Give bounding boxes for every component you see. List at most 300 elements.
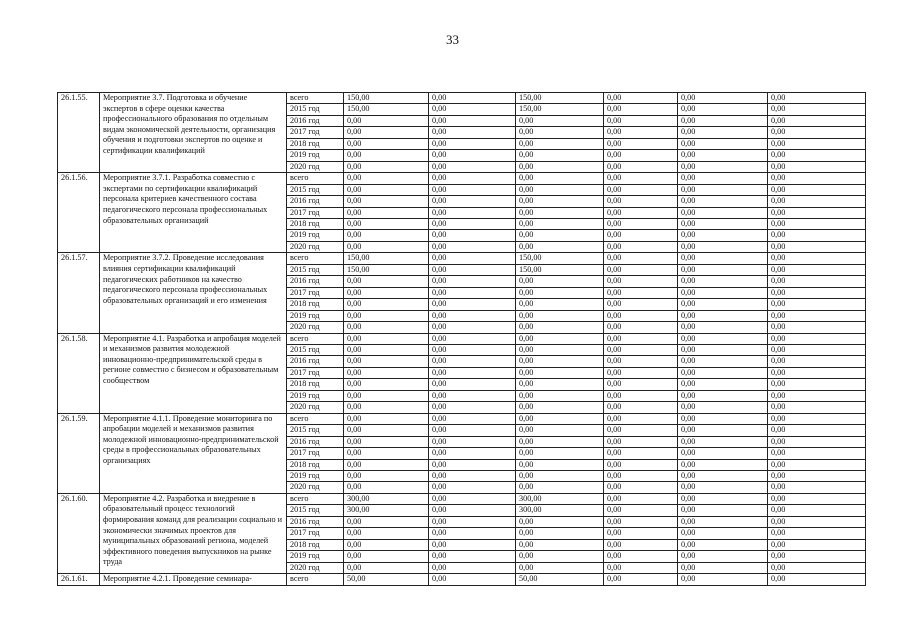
value-cell: 0,00: [768, 539, 866, 550]
year-cell: 2018 год: [287, 218, 344, 229]
value-cell: 0,00: [344, 150, 429, 161]
value-cell: 0,00: [429, 482, 516, 493]
measure-name: Мероприятие 4.2.1. Проведение семинара-: [100, 574, 287, 586]
table-row: [58, 173, 866, 184]
value-cell: 50,00: [516, 574, 604, 586]
value-cell: 0,00: [604, 230, 678, 241]
year-cell: 2018 год: [287, 539, 344, 550]
year-cell: 2016 год: [287, 516, 344, 527]
value-cell: 0,00: [516, 379, 604, 390]
year-cell: 2015 год: [287, 505, 344, 516]
value-cell: 50,00: [344, 574, 429, 586]
value-cell: 0,00: [768, 413, 866, 424]
year-cell: 2017 год: [287, 448, 344, 459]
value-cell: 0,00: [429, 207, 516, 218]
value-cell: 0,00: [429, 448, 516, 459]
year-cell: 2017 год: [287, 127, 344, 138]
value-cell: 0,00: [429, 528, 516, 539]
value-cell: 0,00: [678, 230, 768, 241]
year-cell: 2019 год: [287, 230, 344, 241]
value-cell: 0,00: [604, 173, 678, 184]
value-cell: 0,00: [516, 425, 604, 436]
year-cell: 2019 год: [287, 310, 344, 321]
value-cell: 0,00: [429, 551, 516, 562]
value-cell: 0,00: [344, 322, 429, 333]
value-cell: 0,00: [678, 516, 768, 527]
value-cell: 0,00: [768, 93, 866, 104]
year-cell: 2015 год: [287, 264, 344, 275]
value-cell: 0,00: [678, 322, 768, 333]
value-cell: 0,00: [678, 161, 768, 172]
value-cell: 0,00: [678, 379, 768, 390]
value-cell: 0,00: [516, 115, 604, 126]
year-cell: 2015 год: [287, 344, 344, 355]
value-cell: 0,00: [429, 333, 516, 344]
value-cell: 0,00: [604, 218, 678, 229]
value-cell: 0,00: [604, 104, 678, 115]
year-cell: 2015 год: [287, 184, 344, 195]
value-cell: 0,00: [768, 344, 866, 355]
value-cell: 0,00: [429, 379, 516, 390]
value-cell: 0,00: [516, 470, 604, 481]
value-cell: 0,00: [768, 264, 866, 275]
value-cell: 0,00: [604, 196, 678, 207]
value-cell: 0,00: [344, 413, 429, 424]
value-cell: 0,00: [344, 425, 429, 436]
measure-name: Мероприятие 3.7.1. Разработка совместно с экспертами по сертификации квалификаций персонала критериев качественного состава педагогического персонала профессиональных образовательных организаций: [100, 173, 287, 253]
value-cell: 0,00: [768, 207, 866, 218]
value-cell: 0,00: [768, 322, 866, 333]
value-cell: 0,00: [516, 150, 604, 161]
value-cell: 0,00: [604, 379, 678, 390]
budget-table-body: [58, 93, 866, 586]
value-cell: 0,00: [604, 93, 678, 104]
value-cell: 0,00: [678, 402, 768, 413]
value-cell: 0,00: [604, 264, 678, 275]
value-cell: 0,00: [516, 127, 604, 138]
year-cell: 2020 год: [287, 402, 344, 413]
measure-name: Мероприятие 3.7. Подготовка и обучение экспертов в сфере оценки качества профессионального образования по отдельным видам экономической деятельности, организация обучения и подготовки экспертов по оценке и сертификации квалификаций: [100, 93, 287, 173]
value-cell: 0,00: [678, 539, 768, 550]
table-row: [58, 93, 866, 104]
value-cell: 0,00: [604, 402, 678, 413]
value-cell: 0,00: [604, 528, 678, 539]
value-cell: 0,00: [429, 459, 516, 470]
value-cell: 0,00: [344, 436, 429, 447]
value-cell: 0,00: [429, 241, 516, 252]
year-cell: 2018 год: [287, 138, 344, 149]
value-cell: 0,00: [516, 413, 604, 424]
value-cell: 300,00: [516, 493, 604, 504]
value-cell: 0,00: [678, 196, 768, 207]
table-row: [58, 574, 866, 586]
value-cell: 0,00: [429, 150, 516, 161]
value-cell: 0,00: [678, 218, 768, 229]
value-cell: 0,00: [516, 322, 604, 333]
value-cell: 0,00: [768, 310, 866, 321]
table-row: [58, 333, 866, 344]
value-cell: 0,00: [344, 344, 429, 355]
value-cell: 0,00: [678, 356, 768, 367]
year-cell: всего: [287, 93, 344, 104]
value-cell: 0,00: [678, 459, 768, 470]
value-cell: 0,00: [344, 241, 429, 252]
value-cell: 0,00: [429, 287, 516, 298]
value-cell: 0,00: [604, 299, 678, 310]
value-cell: 0,00: [429, 322, 516, 333]
value-cell: 0,00: [516, 436, 604, 447]
value-cell: 0,00: [429, 299, 516, 310]
value-cell: 0,00: [429, 196, 516, 207]
value-cell: 0,00: [604, 150, 678, 161]
value-cell: 0,00: [678, 425, 768, 436]
value-cell: 0,00: [429, 138, 516, 149]
value-cell: 0,00: [768, 333, 866, 344]
value-cell: 0,00: [678, 528, 768, 539]
value-cell: 0,00: [604, 241, 678, 252]
value-cell: 0,00: [678, 562, 768, 573]
value-cell: 0,00: [604, 482, 678, 493]
value-cell: 0,00: [768, 425, 866, 436]
value-cell: 0,00: [429, 574, 516, 586]
value-cell: 0,00: [604, 448, 678, 459]
value-cell: 0,00: [344, 367, 429, 378]
value-cell: 0,00: [678, 184, 768, 195]
value-cell: 150,00: [516, 253, 604, 264]
year-cell: 2020 год: [287, 161, 344, 172]
value-cell: 0,00: [344, 287, 429, 298]
value-cell: 0,00: [516, 482, 604, 493]
value-cell: 0,00: [678, 287, 768, 298]
value-cell: 0,00: [516, 138, 604, 149]
value-cell: 0,00: [768, 299, 866, 310]
value-cell: 0,00: [516, 344, 604, 355]
year-cell: 2015 год: [287, 425, 344, 436]
value-cell: 0,00: [604, 436, 678, 447]
year-cell: 2016 год: [287, 276, 344, 287]
measure-code: 26.1.57.: [58, 253, 100, 333]
value-cell: 0,00: [604, 470, 678, 481]
value-cell: 0,00: [429, 93, 516, 104]
measure-code: 26.1.55.: [58, 93, 100, 173]
value-cell: 0,00: [768, 230, 866, 241]
value-cell: 0,00: [768, 470, 866, 481]
value-cell: 0,00: [604, 413, 678, 424]
year-cell: всего: [287, 493, 344, 504]
value-cell: 0,00: [429, 184, 516, 195]
value-cell: 0,00: [604, 207, 678, 218]
value-cell: 0,00: [678, 551, 768, 562]
table-row: [58, 253, 866, 264]
value-cell: 0,00: [604, 562, 678, 573]
value-cell: 0,00: [516, 173, 604, 184]
value-cell: 0,00: [768, 516, 866, 527]
value-cell: 0,00: [344, 184, 429, 195]
value-cell: 0,00: [516, 299, 604, 310]
year-cell: 2015 год: [287, 104, 344, 115]
value-cell: 0,00: [516, 562, 604, 573]
value-cell: 300,00: [344, 505, 429, 516]
value-cell: 0,00: [768, 218, 866, 229]
value-cell: 0,00: [678, 207, 768, 218]
value-cell: 0,00: [604, 493, 678, 504]
value-cell: 0,00: [344, 196, 429, 207]
value-cell: 0,00: [604, 367, 678, 378]
value-cell: 0,00: [344, 528, 429, 539]
value-cell: 0,00: [344, 482, 429, 493]
value-cell: 0,00: [429, 115, 516, 126]
value-cell: 0,00: [604, 184, 678, 195]
value-cell: 0,00: [516, 551, 604, 562]
value-cell: 0,00: [429, 356, 516, 367]
value-cell: 0,00: [678, 241, 768, 252]
value-cell: 0,00: [429, 104, 516, 115]
value-cell: 0,00: [678, 138, 768, 149]
value-cell: 0,00: [768, 196, 866, 207]
value-cell: 0,00: [344, 115, 429, 126]
table-row: [58, 413, 866, 424]
value-cell: 0,00: [604, 516, 678, 527]
value-cell: 0,00: [344, 402, 429, 413]
value-cell: 0,00: [429, 562, 516, 573]
value-cell: 300,00: [344, 493, 429, 504]
value-cell: 0,00: [516, 218, 604, 229]
year-cell: 2018 год: [287, 379, 344, 390]
value-cell: 150,00: [344, 104, 429, 115]
value-cell: 0,00: [429, 264, 516, 275]
value-cell: 0,00: [768, 493, 866, 504]
value-cell: 0,00: [516, 230, 604, 241]
value-cell: 0,00: [768, 150, 866, 161]
value-cell: 0,00: [768, 276, 866, 287]
value-cell: 0,00: [678, 276, 768, 287]
value-cell: 0,00: [678, 367, 768, 378]
value-cell: 0,00: [604, 115, 678, 126]
value-cell: 0,00: [429, 161, 516, 172]
value-cell: 0,00: [604, 425, 678, 436]
value-cell: 0,00: [678, 390, 768, 401]
value-cell: 0,00: [429, 218, 516, 229]
value-cell: 0,00: [604, 138, 678, 149]
value-cell: 0,00: [344, 551, 429, 562]
year-cell: 2016 год: [287, 196, 344, 207]
value-cell: 0,00: [768, 459, 866, 470]
value-cell: 0,00: [516, 448, 604, 459]
value-cell: 0,00: [344, 218, 429, 229]
value-cell: 0,00: [768, 482, 866, 493]
value-cell: 0,00: [344, 470, 429, 481]
year-cell: 2018 год: [287, 459, 344, 470]
value-cell: 0,00: [768, 356, 866, 367]
value-cell: 0,00: [344, 138, 429, 149]
value-cell: 0,00: [678, 173, 768, 184]
value-cell: 0,00: [516, 310, 604, 321]
value-cell: 0,00: [604, 390, 678, 401]
measure-name: Мероприятие 4.1. Разработка и апробация моделей и механизмов развития молодежной инновационно-предпринимательской среды в регионе совместно с бизнесом и образовательным сообществом: [100, 333, 287, 413]
year-cell: 2017 год: [287, 528, 344, 539]
value-cell: 0,00: [604, 276, 678, 287]
value-cell: 0,00: [678, 574, 768, 586]
measure-code: 26.1.61.: [58, 574, 100, 586]
value-cell: 0,00: [344, 230, 429, 241]
value-cell: 0,00: [768, 241, 866, 252]
value-cell: 0,00: [429, 173, 516, 184]
year-cell: 2020 год: [287, 482, 344, 493]
value-cell: 0,00: [678, 115, 768, 126]
measure-code: 26.1.58.: [58, 333, 100, 413]
value-cell: 0,00: [344, 379, 429, 390]
value-cell: 0,00: [429, 367, 516, 378]
value-cell: 0,00: [768, 574, 866, 586]
value-cell: 0,00: [768, 390, 866, 401]
measure-code: 26.1.56.: [58, 173, 100, 253]
year-cell: 2019 год: [287, 470, 344, 481]
value-cell: 0,00: [344, 173, 429, 184]
value-cell: 0,00: [516, 287, 604, 298]
year-cell: 2019 год: [287, 150, 344, 161]
value-cell: 0,00: [344, 539, 429, 550]
year-cell: 2016 год: [287, 115, 344, 126]
value-cell: 0,00: [768, 505, 866, 516]
value-cell: 0,00: [678, 333, 768, 344]
value-cell: 0,00: [678, 344, 768, 355]
measure-code: 26.1.60.: [58, 493, 100, 573]
value-cell: 150,00: [516, 264, 604, 275]
value-cell: 0,00: [604, 333, 678, 344]
value-cell: 0,00: [768, 115, 866, 126]
value-cell: 0,00: [516, 390, 604, 401]
value-cell: 0,00: [678, 470, 768, 481]
value-cell: 0,00: [768, 161, 866, 172]
value-cell: 0,00: [768, 184, 866, 195]
value-cell: 0,00: [344, 516, 429, 527]
value-cell: 0,00: [429, 253, 516, 264]
value-cell: 0,00: [344, 161, 429, 172]
value-cell: 0,00: [344, 276, 429, 287]
value-cell: 0,00: [768, 138, 866, 149]
value-cell: 0,00: [516, 539, 604, 550]
value-cell: 0,00: [429, 425, 516, 436]
value-cell: 0,00: [344, 299, 429, 310]
value-cell: 0,00: [604, 127, 678, 138]
value-cell: 0,00: [429, 539, 516, 550]
measure-name: Мероприятие 4.1.1. Проведение мониторинга по апробации моделей и механизмов развития молодежной инновационно-предпринимательской среды в профессиональных образовательных организациях: [100, 413, 287, 493]
year-cell: всего: [287, 333, 344, 344]
value-cell: 0,00: [429, 276, 516, 287]
value-cell: 0,00: [678, 104, 768, 115]
measure-code: 26.1.59.: [58, 413, 100, 493]
value-cell: 0,00: [429, 505, 516, 516]
value-cell: 0,00: [768, 367, 866, 378]
year-cell: всего: [287, 253, 344, 264]
value-cell: 0,00: [768, 551, 866, 562]
value-cell: 0,00: [344, 448, 429, 459]
value-cell: 0,00: [604, 459, 678, 470]
value-cell: 0,00: [429, 436, 516, 447]
value-cell: 150,00: [516, 104, 604, 115]
year-cell: 2016 год: [287, 356, 344, 367]
value-cell: 0,00: [429, 230, 516, 241]
measure-name: Мероприятие 4.2. Разработка и внедрение в образовательный процесс технологий формирования команд для реализации социально и экономически значимых проектов для муниципальных образований региона, моделей эффективного поведения выпускников на рынке труда: [100, 493, 287, 573]
year-cell: всего: [287, 413, 344, 424]
value-cell: 0,00: [344, 562, 429, 573]
value-cell: 300,00: [516, 505, 604, 516]
value-cell: 150,00: [516, 93, 604, 104]
year-cell: 2020 год: [287, 241, 344, 252]
value-cell: 0,00: [429, 402, 516, 413]
value-cell: 0,00: [344, 127, 429, 138]
value-cell: 0,00: [768, 287, 866, 298]
value-cell: 0,00: [604, 551, 678, 562]
value-cell: 0,00: [604, 356, 678, 367]
value-cell: 0,00: [678, 310, 768, 321]
value-cell: 0,00: [768, 402, 866, 413]
value-cell: 0,00: [516, 196, 604, 207]
value-cell: 150,00: [344, 93, 429, 104]
value-cell: 0,00: [516, 161, 604, 172]
value-cell: 0,00: [344, 390, 429, 401]
value-cell: 0,00: [516, 402, 604, 413]
value-cell: 0,00: [604, 505, 678, 516]
value-cell: 0,00: [604, 310, 678, 321]
value-cell: 0,00: [516, 241, 604, 252]
value-cell: 0,00: [516, 276, 604, 287]
value-cell: 0,00: [429, 470, 516, 481]
value-cell: 0,00: [516, 356, 604, 367]
value-cell: 0,00: [604, 253, 678, 264]
year-cell: 2020 год: [287, 562, 344, 573]
value-cell: 0,00: [678, 448, 768, 459]
value-cell: 0,00: [678, 264, 768, 275]
value-cell: 150,00: [344, 264, 429, 275]
value-cell: 0,00: [429, 413, 516, 424]
measure-name: Мероприятие 3.7.2. Проведение исследования влияния сертификации квалификаций педагогических работников на качество педагогического персонала профессиональных образовательных организаций и его изменения: [100, 253, 287, 333]
value-cell: 0,00: [344, 356, 429, 367]
year-cell: 2017 год: [287, 207, 344, 218]
value-cell: 0,00: [516, 184, 604, 195]
value-cell: 0,00: [768, 528, 866, 539]
value-cell: 0,00: [768, 104, 866, 115]
value-cell: 0,00: [604, 574, 678, 586]
value-cell: 0,00: [604, 287, 678, 298]
value-cell: 0,00: [344, 333, 429, 344]
value-cell: 0,00: [429, 344, 516, 355]
value-cell: 0,00: [768, 173, 866, 184]
value-cell: 0,00: [344, 207, 429, 218]
year-cell: всего: [287, 574, 344, 586]
year-cell: 2019 год: [287, 551, 344, 562]
value-cell: 0,00: [344, 459, 429, 470]
year-cell: 2017 год: [287, 287, 344, 298]
value-cell: 0,00: [516, 367, 604, 378]
value-cell: 0,00: [429, 493, 516, 504]
value-cell: 0,00: [516, 207, 604, 218]
year-cell: 2019 год: [287, 390, 344, 401]
budget-table: [57, 92, 866, 586]
value-cell: 0,00: [516, 333, 604, 344]
value-cell: 0,00: [429, 127, 516, 138]
value-cell: 0,00: [678, 505, 768, 516]
value-cell: 0,00: [768, 436, 866, 447]
year-cell: 2016 год: [287, 436, 344, 447]
value-cell: 0,00: [768, 379, 866, 390]
table-row: [58, 493, 866, 504]
value-cell: 0,00: [516, 528, 604, 539]
value-cell: 0,00: [429, 390, 516, 401]
year-cell: 2017 год: [287, 367, 344, 378]
page-number: 33: [446, 32, 459, 47]
value-cell: 0,00: [768, 253, 866, 264]
